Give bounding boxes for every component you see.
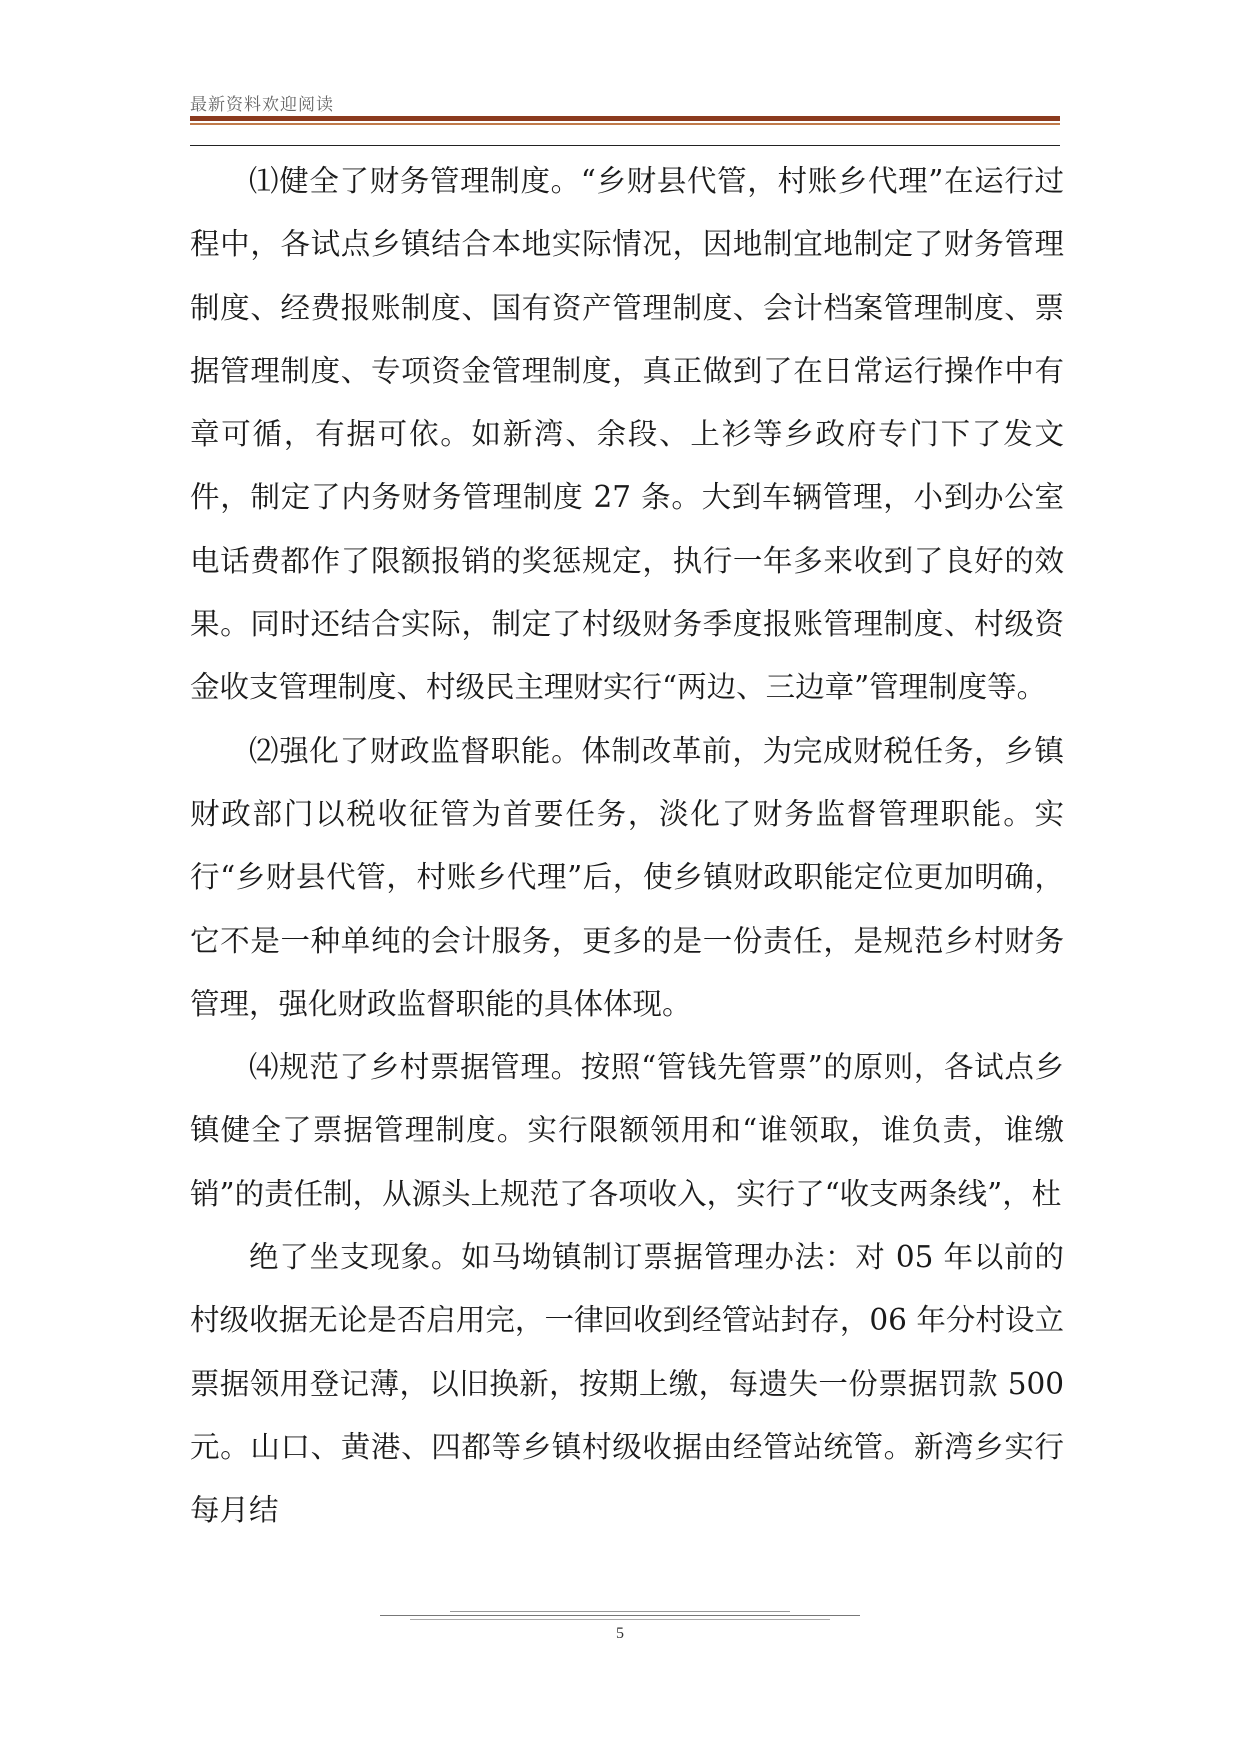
footer-rule-upper	[450, 1611, 790, 1612]
page-header-title: 最新资料欢迎阅读	[190, 95, 334, 115]
paragraph-receipts-continued: 绝了坐支现象。如马坳镇制订票据管理办法：对 05 年以前的村级收据无论是否启用完，一律回收到经管站封存，06 年分村设立票据领用登记薄，以旧换新，按期上缴，每遗失一份票据罚款 500 元。山口、黄港、四都等乡镇村级收据由经管站统管。新湾乡实行每月结	[190, 1240, 1064, 1528]
paragraph-finance-system: ⑴健全了财务管理制度。“乡财县代管，村账乡代理”在运行过程中，各试点乡镇结合本地实际情况，因地制宜地制定了财务管理制度、经费报账制度、国有资产管理制度、会计档案管理制度、票据管理制度、专项资金管理制度，真正做到了在日常运行操作中有章可循，有据可依。如新湾、余段、上衫等乡政府专门下了发文件，制定了内务财务管理制度 27 条。大到车辆管理，小到办公室电话费都作了限额报销的奖惩规定，执行一年多来收到了良好的效果。同时还结合实际，制定了村级财务季度报账管理制度、村级资金收支管理制度、村级民主理财实行“两边、三边章”管理制度等。	[190, 164, 1064, 705]
header-rule-bottom	[190, 145, 1060, 146]
page-number: 5	[616, 1625, 624, 1642]
header-rule-thick	[190, 116, 1060, 121]
header-rule-thin	[190, 123, 1060, 125]
paragraph-supervision: ⑵强化了财政监督职能。体制改革前，为完成财税任务，乡镇财政部门以税收征管为首要任务，淡化了财务监督管理职能。实行“乡财县代管，村账乡代理”后，使乡镇财政职能定位更加明确，它不是一种单纯的会计服务，更多的是一份责任，是规范乡村财务管理，强化财政监督职能的具体体现。	[190, 733, 1064, 1021]
footer-rule-lower	[410, 1619, 830, 1620]
footer-rule	[380, 1615, 860, 1616]
paragraph-receipts: ⑷规范了乡村票据管理。按照“管钱先管票”的原则，各试点乡镇健全了票据管理制度。实行限额领用和“谁领取，谁负责，谁缴销”的责任制，从源头上规范了各项收入，实行了“收支两条线”，杜	[190, 1050, 1064, 1211]
document-body	[190, 150, 1064, 1543]
page-footer	[380, 1595, 860, 1655]
